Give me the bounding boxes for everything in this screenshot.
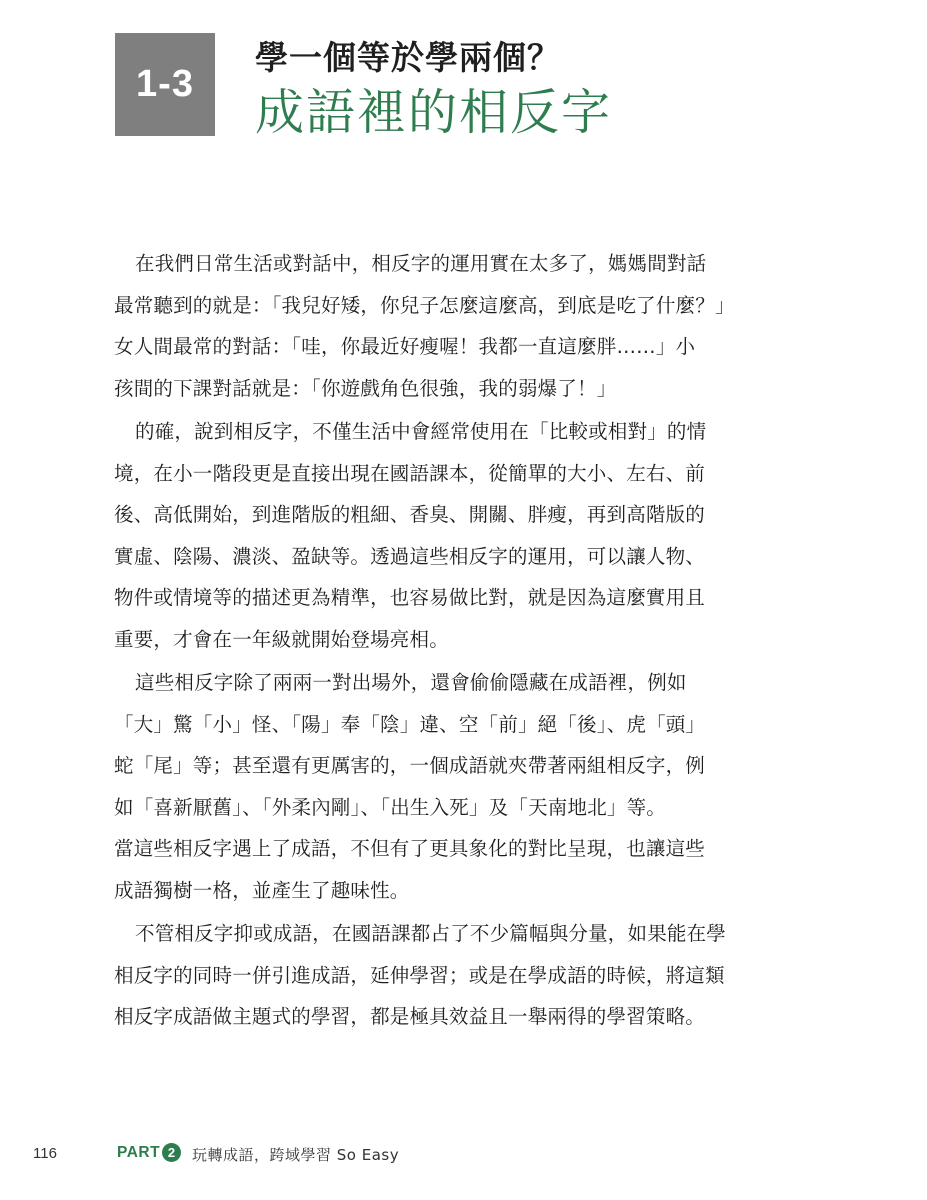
section-title: 成語裡的相反字 <box>255 84 613 141</box>
paragraph-2: 的確，說到相反字，不僅生活中會經常使用在「比較或相對」的情 境，在小一階段更是直接出現在國語課本，從簡單的大小、左右、前 後、高低開始，到進階版的粗細、香臭、開關、胖瘦，再到高階版的 實虛、陰陽、濃淡、盈缺等。透過這些相反字的運用，可以讓人物、 物件或情境等的描述更為精準，也容易做比對，就是因為這麼實用且 重要，才會在一年級就開始登場亮相。 <box>114 420 707 651</box>
section-number-badge: 1-3 <box>115 33 215 136</box>
part-label: PART <box>117 1144 161 1161</box>
part-title: 玩轉成語，跨域學習 So Easy <box>192 1146 400 1164</box>
paragraph-3: 這些相反字除了兩兩一對出場外，還會偷偷隱藏在成語裡，例如 「大」驚「小」怪、「陽」奉「陰」違、空「前」絕「後」、虎「頭」 蛇「尾」等；甚至還有更厲害的，一個成語就夾帶著兩組相反字，例 如「喜新厭舊」、「外柔內剛」、「出生入死」及「天南地北」等。 當這些相反字遇上了成語，不但有了更具象化的對比呈現，也讓這些 成語獨樹一格，並產生了趣味性。 <box>114 671 706 902</box>
section-question-heading: 學一個等於學兩個？ <box>255 38 561 77</box>
part-number-circle: 2 <box>162 1143 181 1162</box>
page-footer <box>33 1142 893 1166</box>
paragraph-4: 不管相反字抑或成語，在國語課都占了不少篇幅與分量，如果能在學 相反字的同時一併引進成語，延伸學習；或是在學成語的時候，將這類 相反字成語做主題式的學習，都是極具效益且一舉兩得的學習策略。 <box>114 922 727 1028</box>
article-body <box>114 243 789 1038</box>
paragraph-1: 在我們日常生活或對話中，相反字的運用實在太多了，媽媽間對話 最常聽到的就是：「我兒好矮，你兒子怎麼這麼高，到底是吃了什麼？」 女人間最常的對話：「哇，你最近好瘦喔！我都一直這麼胖……」小 孩間的下課對話就是：「你遊戲角色很強，我的弱爆了！」 <box>114 252 735 400</box>
page-number: 116 <box>33 1145 57 1162</box>
